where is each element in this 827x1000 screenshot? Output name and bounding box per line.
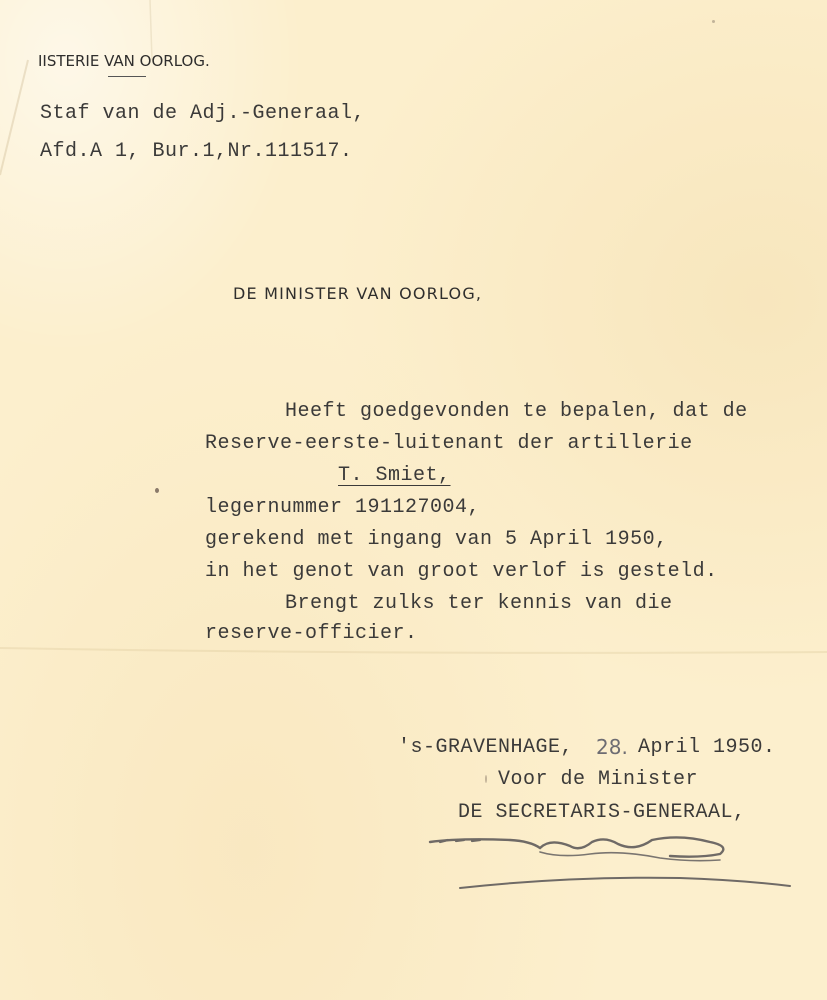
handwritten-signature xyxy=(420,828,800,898)
ministry-underline xyxy=(108,76,146,77)
place-of-signing: 's-GRAVENHAGE, xyxy=(398,736,574,759)
body-line-2: Reserve-eerste-luitenant der artillerie xyxy=(205,432,693,455)
ink-speck xyxy=(485,775,487,783)
ink-speck xyxy=(712,20,715,23)
signatory-title: DE SECRETARIS-GENERAAL, xyxy=(458,801,746,824)
body-line-8: reserve-officier. xyxy=(205,622,418,645)
body-line-1: Heeft goedgevonden te bepalen, dat de xyxy=(285,400,748,423)
stamped-day: 28. xyxy=(596,735,628,759)
ministry-heading: IISTERIE VAN OORLOG. xyxy=(38,52,210,70)
body-line-4: legernummer 191127004, xyxy=(205,496,481,519)
document-title: DE MINISTER VAN OORLOG, xyxy=(233,284,483,303)
reference-line: Afd.A 1, Bur.1,Nr.111517. xyxy=(40,140,353,163)
date-month-year: April 1950. xyxy=(638,736,776,759)
body-line-6: in het genot van groot verlof is gesteld. xyxy=(205,560,718,583)
on-behalf-line: Voor de Minister xyxy=(498,768,699,791)
officer-name: T. Smiet, xyxy=(338,464,451,487)
ink-speck xyxy=(155,488,159,493)
body-line-7: Brengt zulks ter kennis van die xyxy=(285,592,673,615)
department-line: Staf van de Adj.-Generaal, xyxy=(40,102,366,125)
body-line-5: gerekend met ingang van 5 April 1950, xyxy=(205,528,668,551)
